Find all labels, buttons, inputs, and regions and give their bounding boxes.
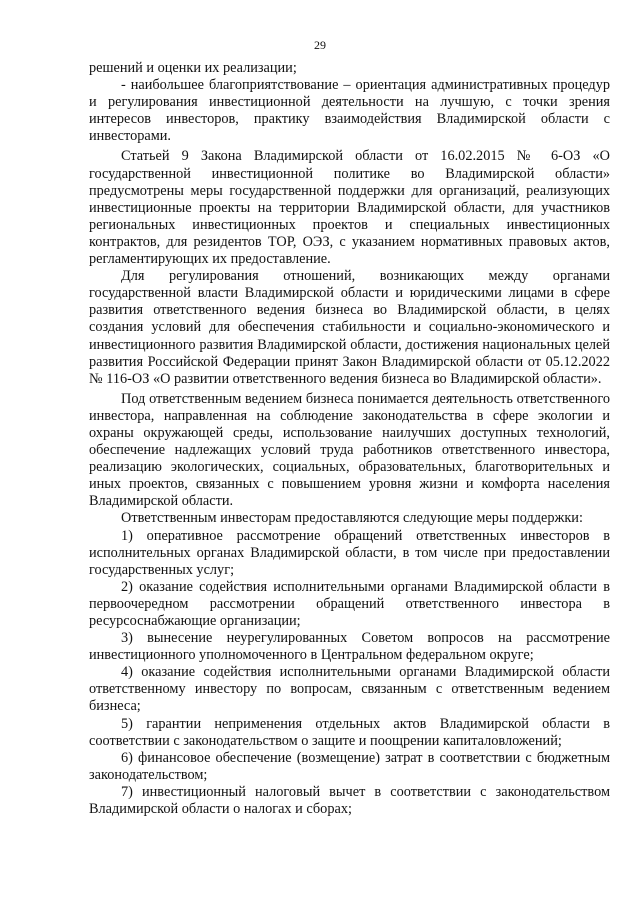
list-item: 5) гарантии неприменения отдельных актов Владимирской области в соответствии с законодательством о защите и поощрении капиталовложений; xyxy=(89,715,610,749)
list-item: 3) вынесение неурегулированных Советом вопросов на рассмотрение инвестиционного уполномоченного в Центральном федеральном округе; xyxy=(89,630,610,664)
paragraph: Статьей 9 Закона Владимирской области от 16.02.2015 № 6-ОЗ «О государственной инвестиционной политике во Владимирской области» предусмотрены меры государственной поддержки для организаций, реализующих инвестиционные проекты на территории Владимирской области, для участников региональных инвестиционных проектов и специальных инвестиционных контрактов, для резидентов ТОР, ОЭЗ, с указанием нормативных правовых актов, регламентирующих их предоставление. xyxy=(89,148,610,268)
paragraph: Ответственным инвесторам предоставляются следующие меры поддержки: xyxy=(121,510,583,527)
list-item: 6) финансовое обеспечение (возмещение) затрат в соответствии с бюджетным законодательством; xyxy=(89,749,610,783)
paragraph: Для регулирования отношений, возникающих между органами государственной власти Владимирской области и юридическими лицами в сфере развития ответственного ведения бизнеса во Владимирской области, в целях создания условий для обеспечения стабильности и социально-экономического и инвестиционного развития Владимирской области, достижения национальных целей развития Российской Федерации принят Закон Владимирской области от 05.12.2022 № 116-ОЗ «О развитии ответственного ведения бизнеса во Владимирской области». xyxy=(89,268,610,387)
paragraph: Под ответственным ведением бизнеса понимается деятельность ответственного инвестора, направленная на соблюдение законодательства в сфере экологии и охраны окружающей среды, использование наилучших доступных технологий, обеспечение надлежащих условий труда работников ответственного инвестора, реализацию экологических, социальных, образовательных, благотворительных и иных проектов, связанных с повышением уровня жизни и комфорта населения Владимирской области. xyxy=(89,390,610,510)
list-item: 1) оперативное рассмотрение обращений ответственных инвесторов в исполнительных органах Владимирской области, в том числе при предоставлении государственных услуг; xyxy=(89,527,610,578)
list-item: 4) оказание содействия исполнительными органами Владимирской области ответственному инвестору по вопросам, связанным с ответственным ведением бизнеса; xyxy=(89,664,610,715)
page-number: 29 xyxy=(314,38,326,52)
paragraph: решений и оценки их реализации; xyxy=(89,60,297,76)
paragraph: - наибольшее благоприятствование – ориентация административных процедур и регулирования инвестиционной деятельности на лучшую, с точки зрения интересов инвесторов, практику взаимодействия Владимирской области с инвесторами. xyxy=(89,77,610,145)
list-item: 7) инвестиционный налоговый вычет в соответствии с законодательством Владимирской области о налогах и сборах; xyxy=(89,783,610,818)
list-item: 2) оказание содействия исполнительными органами Владимирской области в первоочередном рассмотрении обращений ответственного инвестора в ресурсоснабжающие организации; xyxy=(89,578,610,629)
document-body xyxy=(89,60,610,818)
